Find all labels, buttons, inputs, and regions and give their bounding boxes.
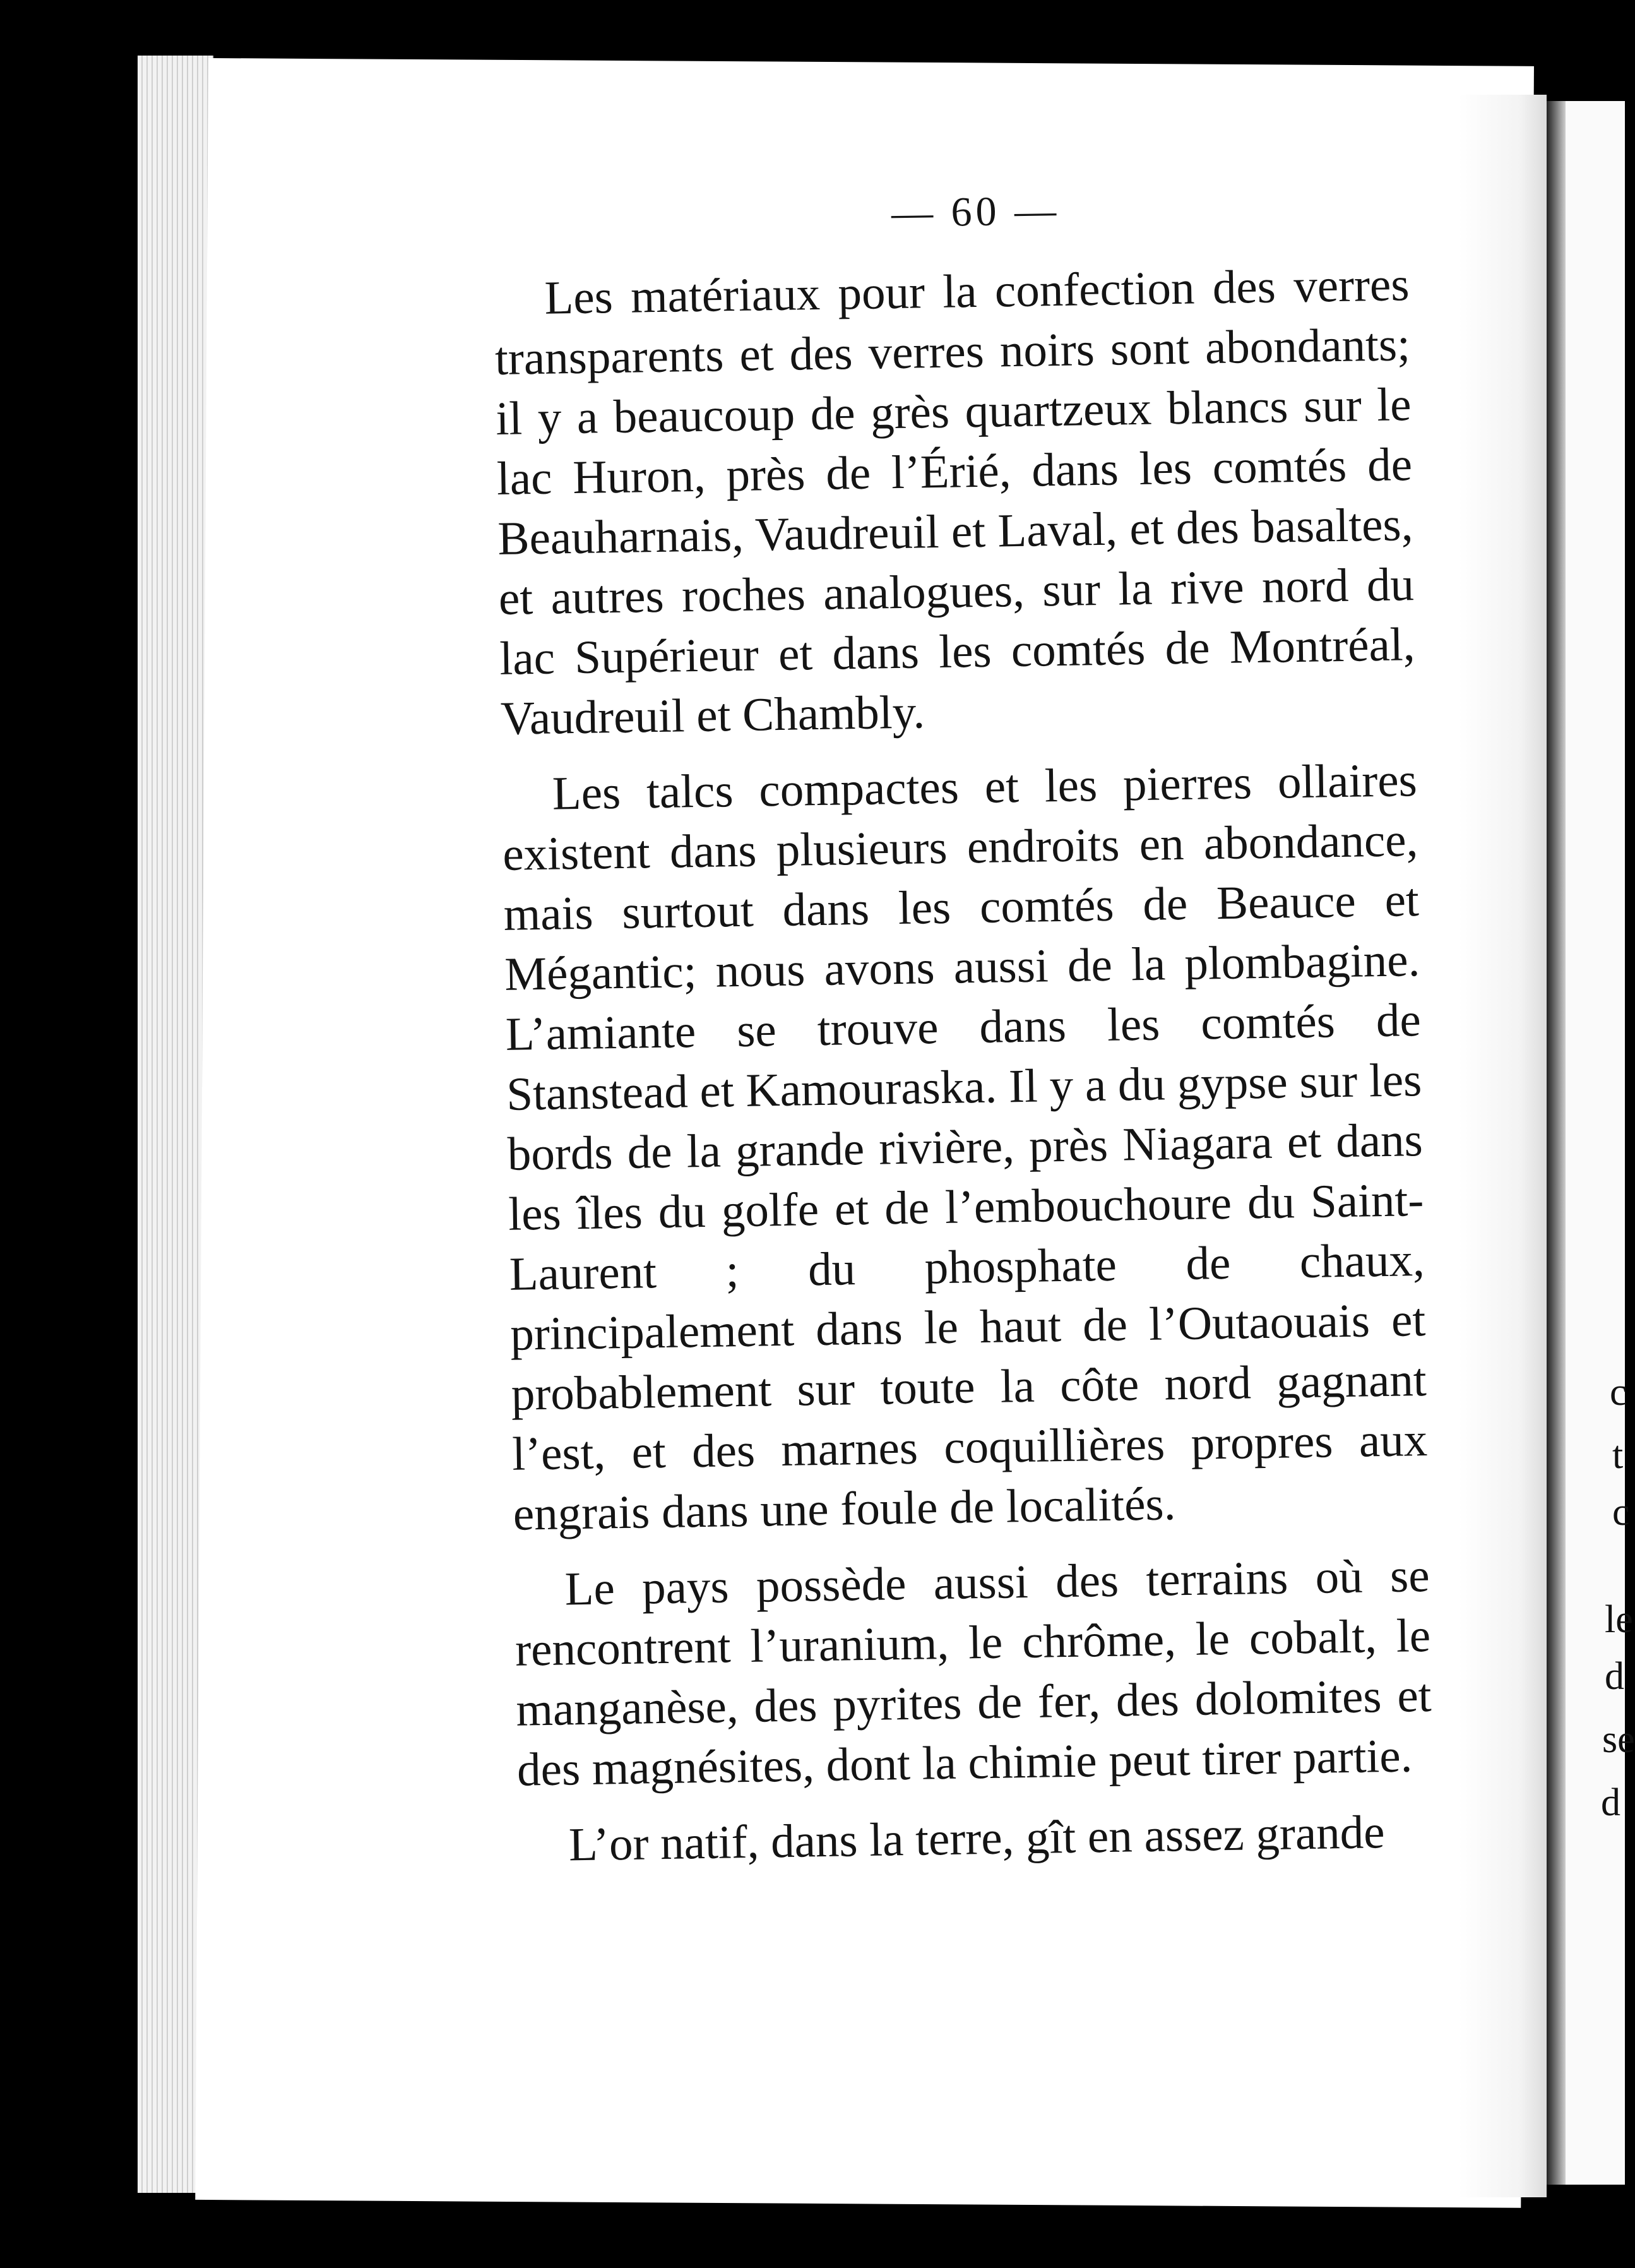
facing-page-fragment: d: [1605, 1655, 1624, 1698]
facing-page-fragment: t: [1612, 1434, 1624, 1477]
facing-page-fragment: d: [1601, 1781, 1620, 1824]
page-number: — 60 —: [891, 187, 1061, 237]
facing-page-fragment: le: [1605, 1598, 1633, 1641]
spine-shadow: [1547, 101, 1566, 2185]
paragraph-talc-and-minerals: Les talcs compactes et les pierres ollaires existent dans plusieurs endroits en abondance, mais surtout dans les comtés de Beauce et Mégantic; nous avons aussi de la plombagine. L’amiante se trouve dans les comtés de Stanstead et Kamouraska. Il y a du gypse sur les bords de la grande rivière, près Niagara et dans les îles du golfe et de l’embouchoure du Saint-Laurent ; du phosphate de chaux, principalement dans le haut de l’Outaouais et probablement sur toute la côte nord gagnant l’est, et des marnes coquillières propres aux engrais dans une foule de localités.: [502, 754, 1428, 1541]
page-gutter-shadow: [1458, 95, 1547, 2197]
paragraph-native-gold: L’or natif, dans la terre, gît en assez grande: [568, 1806, 1386, 1871]
facing-page-fragment: c: [1612, 1491, 1630, 1534]
facing-page-edge: [1547, 101, 1635, 2185]
facing-page-fragment: se: [1602, 1718, 1635, 1761]
page-text-block: [492, 181, 1434, 1891]
paragraph-metal-ores: Le pays possède aussi des terrains où se rencontrent l’uranium, le chrôme, le cobalt, le manganèse, des pyrites de fer, des dolomites et des magnésites, dont la chimie peut tirer partie.: [514, 1549, 1432, 1796]
facing-page-fragment: c: [1610, 1371, 1627, 1414]
paragraph-glass-materials: Les matériaux pour la confection des verres transparents et des verres noirs sont abondants; il y a beaucoup de grès quartzeux blancs sur le lac Huron, près de l’Érié, dans les comtés de Beauharnais, Vaudreuil et Laval, et des basaltes, et autres roches analogues, sur la rive nord du lac Supérieur et dans les comtés de Montréal, Vaudreuil et Chambly.: [494, 258, 1415, 745]
